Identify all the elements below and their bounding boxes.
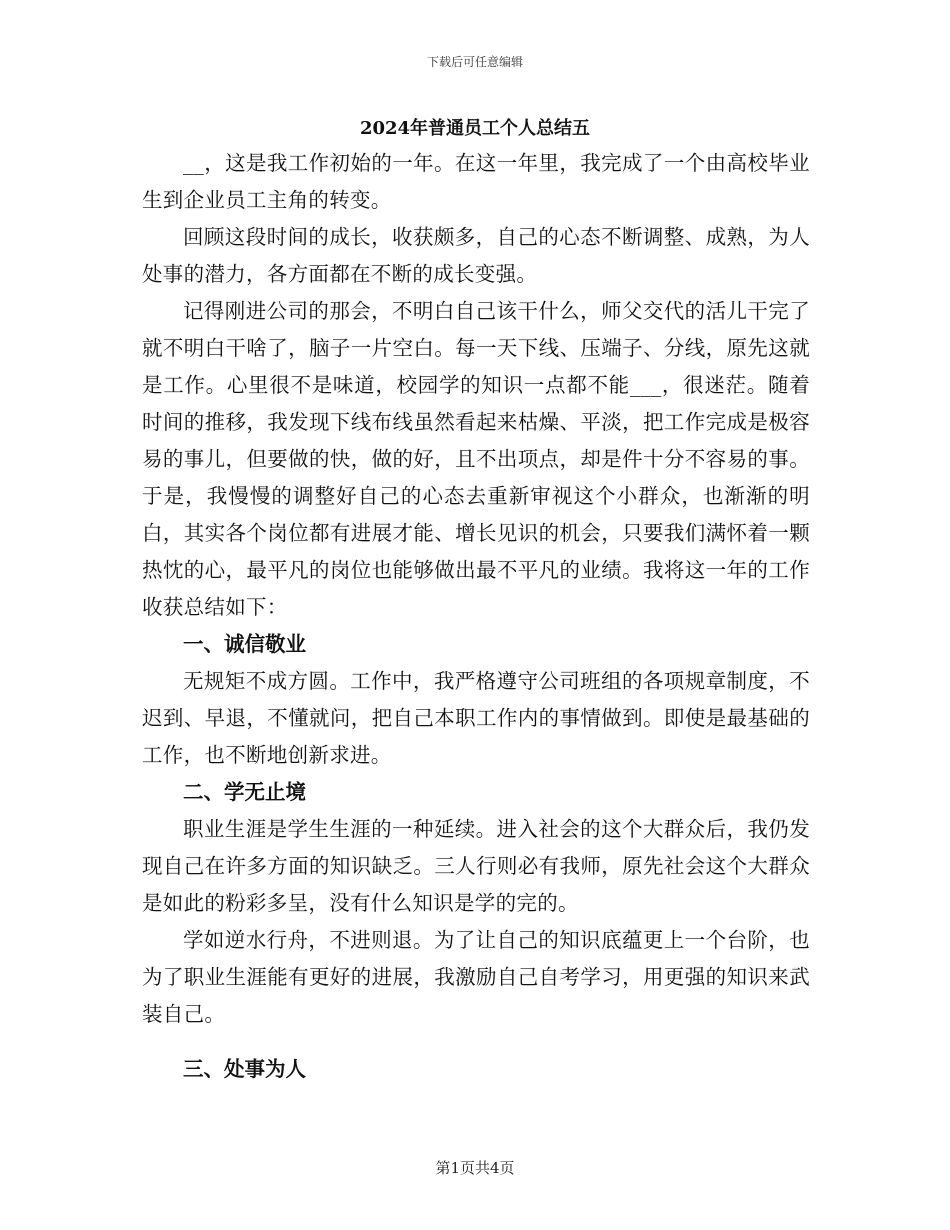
intro-paragraph-3: 记得刚进公司的那会，不明白自己该干什么，师父交代的活儿干完了就不明白干啥了，脑子一片空白。每一天下线、压端子、分线，原先这就是工作。心里很不是味道，校园学的知识一点都不能___，很迷茫。随着时间的推移，我发现下线布线虽然看起来枯燥、平淡，把工作完成是极容易的事儿，但要做的快，做的好，且不出项点，却是件十分不容易的事。于是，我慢慢的调整好自己的心态去重新审视这个小群众，也渐渐的明白，其实各个岗位都有进展才能、增长见识的机会，只要我们满怀着一颗热忱的心，最平凡的岗位也能够做出最不平凡的业绩。我将这一年的工作收获总结如下： — [142, 299, 810, 619]
section1-paragraph-1: 无规矩不成方圆。工作中，我严格遵守公司班组的各项规章制度，不迟到、早退，不懂就问，把自己本职工作内的事情做到。即使是最基础的工作，也不断地创新求进。 — [142, 669, 810, 767]
document-body — [142, 145, 810, 1088]
intro-paragraph-2: 回顾这段时间的成长，收获颇多，自己的心态不断调整、成熟，为人处事的潜力，各方面都在不断的成长变强。 — [142, 225, 810, 286]
page-header-note: 下载后可任意编辑 — [426, 55, 523, 69]
section-heading-conduct: 三、处事为人 — [183, 1057, 306, 1081]
intro-paragraph-1: __，这是我工作初始的一年。在这一年里，我完成了一个由高校毕业生到企业员工主角的转变。 — [142, 151, 810, 212]
section-heading-learning: 二、学无止境 — [183, 780, 306, 804]
document-title: 2024年普通员工个人总结五 — [359, 118, 591, 139]
section2-paragraph-1: 职业生涯是学生生涯的一种延续。进入社会的这个大群众后，我仍发现自己在许多方面的知识缺乏。三人行则必有我师，原先社会这个大群众是如此的粉彩多呈，没有什么知识是学的完的。 — [142, 817, 810, 915]
section-heading-integrity: 一、诚信敬业 — [183, 632, 306, 656]
section2-paragraph-2: 学如逆水行舟，不进则退。为了让自己的知识底蕴更上一个台阶，也为了职业生涯能有更好的进展，我激励自己自考学习，用更强的知识来武装自己。 — [142, 928, 810, 1026]
page-number-footer: 第1页共4页 — [435, 1159, 515, 1177]
